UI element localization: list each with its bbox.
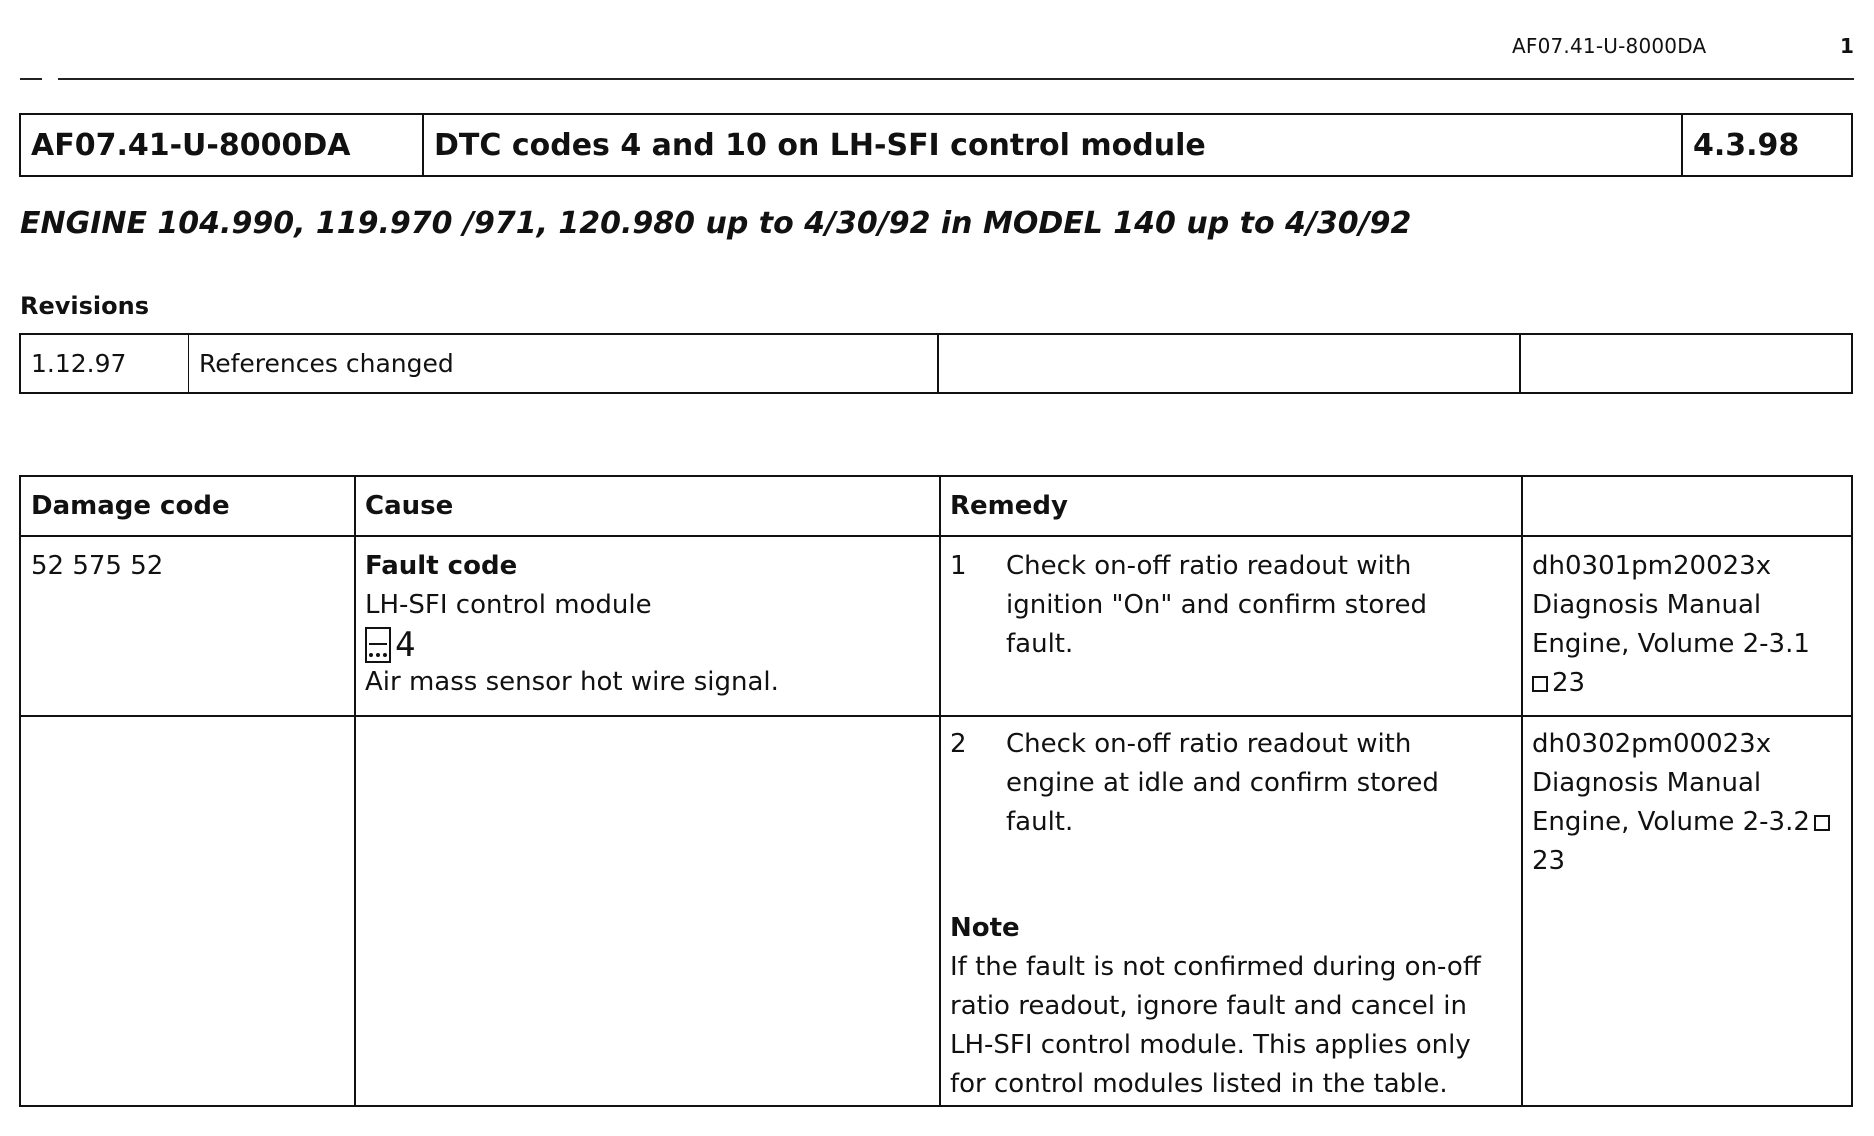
column-divider [1521,477,1523,1105]
reference-page: 23 [1532,846,1566,876]
revision-date: 1.12.97 [21,335,189,392]
note-text: If the fault is not confirmed during on-off ratio readout, ignore fault and cancel in LH-SFI control module. This applies only for control modules listed in the table. [950,952,1481,1099]
cause-module: LH-SFI control module [365,590,652,620]
damage-code: 52 575 52 [31,551,164,581]
cause-cell [365,547,925,702]
cause-description: Air mass sensor hot wire signal. [365,667,779,697]
display-digit: 4 [395,625,416,665]
header-remedy: Remedy [950,491,1068,521]
note-title: Note [950,913,1020,943]
reference-manual: Diagnosis Manual [1532,590,1762,620]
column-divider [939,477,941,1105]
header-cause: Cause [365,491,454,521]
running-header-code: AF07.41-U-8000DA [1512,34,1707,58]
diagnosis-table [19,475,1853,1107]
fault-code-display [365,625,925,663]
column-divider [354,477,356,1105]
header-rule [58,78,1854,80]
step-text: Check on-off ratio readout with ignition "On" and confirm stored fault. [1006,551,1427,659]
reference-volume: Engine, Volume 2-3.2 [1532,807,1810,837]
reference-id: dh0301pm20023x [1532,551,1772,581]
header-row-divider [21,535,1851,537]
revisions-table [19,333,1853,394]
revision-text: References changed [189,335,939,392]
step-number: 1 [950,551,967,581]
cause-title: Fault code [365,551,518,581]
reference-page-line [1532,664,1852,703]
step-number: 2 [950,729,967,759]
row-divider [21,715,1851,717]
reference-id: dh0302pm00023x [1532,729,1772,759]
document-title: DTC codes 4 and 10 on LH-SFI control module [424,115,1683,175]
reference-volume: Engine, Volume 2-3.1 [1532,629,1810,659]
display-segment-icon [365,627,391,663]
reference-manual: Diagnosis Manual [1532,768,1762,798]
header-rule-short [20,78,42,80]
document-code: AF07.41-U-8000DA [21,115,424,175]
step-text: Check on-off ratio readout with engine at idle and confirm stored fault. [1006,729,1439,837]
remedy-note [950,909,1510,1104]
title-box [19,113,1853,177]
reference-cell [1532,547,1852,703]
page-reference-icon [1532,676,1548,692]
reference-page: 23 [1552,668,1586,698]
page-number: 1 [1840,34,1854,58]
revision-empty-cell [1521,335,1851,392]
page-reference-icon [1814,815,1830,831]
revisions-heading: Revisions [20,292,149,320]
reference-volume-line [1532,803,1852,842]
document-date: 4.3.98 [1693,127,1800,163]
header-damage-code: Damage code [31,491,230,521]
revision-empty-cell [939,335,1521,392]
reference-cell [1532,725,1852,881]
engine-applicability: ENGINE 104.990, 119.970 /971, 120.980 up to 4/30/92 in MODEL 140 up to 4/30/92 [20,206,1412,241]
